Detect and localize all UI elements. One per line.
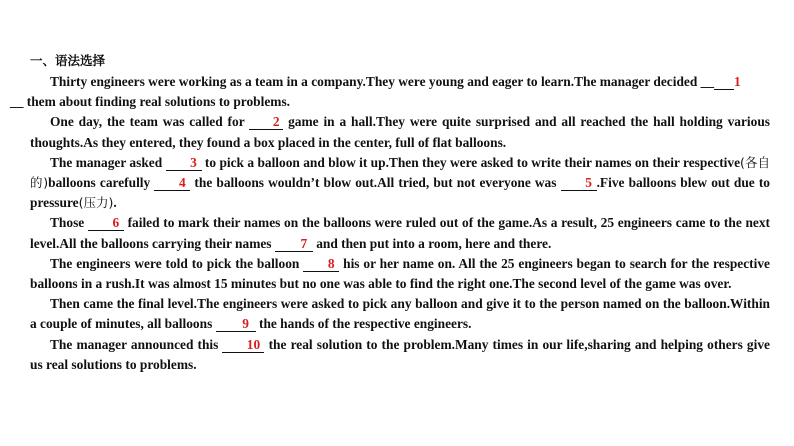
- paragraph-3: [30, 153, 770, 214]
- section-title: 一、语法选择: [30, 53, 106, 68]
- paragraph-4: [30, 213, 770, 253]
- blank-number: 3: [190, 154, 197, 170]
- blank-10[interactable]: [222, 338, 264, 353]
- paragraph-6-text-a: Then came the final level.The engineers were asked to pick any balloon and give it to the person named on the balloon.Within a couple of minutes, all balloons: [30, 296, 770, 332]
- paragraph-7-text-a: The manager announced this: [50, 336, 223, 352]
- blank-number: 7: [300, 235, 308, 251]
- paragraph-3-text-b: to pick a balloon and blow it up.Then they were asked to write their names on their respective: [201, 154, 741, 170]
- blank-number: 6: [112, 215, 120, 231]
- paragraph-7-text-b: the real solution to the problem.Many times in our life,sharing and helping others give us real solutions to problems.: [30, 336, 770, 372]
- gloss-respective: (各自的): [30, 154, 770, 191]
- paragraph-2-text-b: game in a hall.They were quite surprised and all reached the hall holding various thoughts.As they entered, they found a box placed in the center, full of flat balloons.: [30, 114, 770, 150]
- paragraph-6: [30, 294, 770, 334]
- blank-number: 4: [178, 175, 186, 191]
- paragraph-4-text-a: Those: [50, 215, 88, 231]
- paragraph-1: [10, 72, 770, 112]
- paragraph-3-text-f: .Five balloons blew out due to pressure: [30, 175, 770, 211]
- gloss-pressure: (压力): [78, 195, 114, 211]
- blank-9[interactable]: [216, 317, 256, 332]
- paragraph-3-text-e: the balloons wouldn’t blow out.All tried, but not everyone was: [190, 175, 561, 191]
- paragraph-5-text-a: The engineers were told to pick the balloon: [50, 255, 304, 271]
- paragraph-2: [30, 112, 770, 152]
- grammar-cloze-passage: [10, 72, 770, 375]
- blank-5[interactable]: [561, 176, 597, 191]
- blank-number: 5: [585, 175, 592, 191]
- paragraph-7: [30, 335, 770, 375]
- blank-number: 1: [734, 74, 741, 89]
- blank-number: 9: [242, 316, 249, 332]
- blank-number: 2: [272, 114, 280, 130]
- paragraph-5-text-b: his or her name on. All the 25 engineers began to search for the respective balloons in a rush.It was almost 15 minutes but no one was able to find the right one.The second level of the game was over.: [30, 255, 770, 292]
- paragraph-2-text-a: One day, the team was called for: [50, 114, 250, 130]
- paragraph-4-text-b: failed to mark their names on the balloons were ruled out of the game.As a result, 25 engineers came to the next level.All the balloons carrying their names: [30, 215, 770, 251]
- paragraph-5: [30, 254, 770, 294]
- paragraph-6-text-b: the hands of the respective engineers.: [255, 316, 472, 332]
- paragraph-3-text-h: .: [113, 195, 117, 211]
- blank-number: 10: [246, 336, 261, 352]
- paragraph-4-text-c: and then put into a room, here and there.: [312, 235, 552, 251]
- paragraph-1-text-b: __ them about finding real solutions to problems.: [10, 94, 290, 110]
- blank-2[interactable]: [249, 115, 283, 130]
- blank-8[interactable]: [303, 257, 339, 272]
- blank-7[interactable]: [275, 237, 313, 252]
- paragraph-3-text-d: balloons carefully: [48, 175, 155, 191]
- paragraph-1-text-a: Thirty engineers were working as a team in a company.They were young and eager to learn.The manager decided __: [50, 74, 715, 89]
- paragraph-3-text-a: The manager asked: [50, 154, 166, 170]
- blank-3[interactable]: [166, 156, 202, 171]
- blank-4[interactable]: [154, 176, 190, 191]
- blank-1[interactable]: [714, 74, 741, 90]
- blank-6[interactable]: [88, 216, 124, 231]
- blank-number: 8: [327, 255, 335, 271]
